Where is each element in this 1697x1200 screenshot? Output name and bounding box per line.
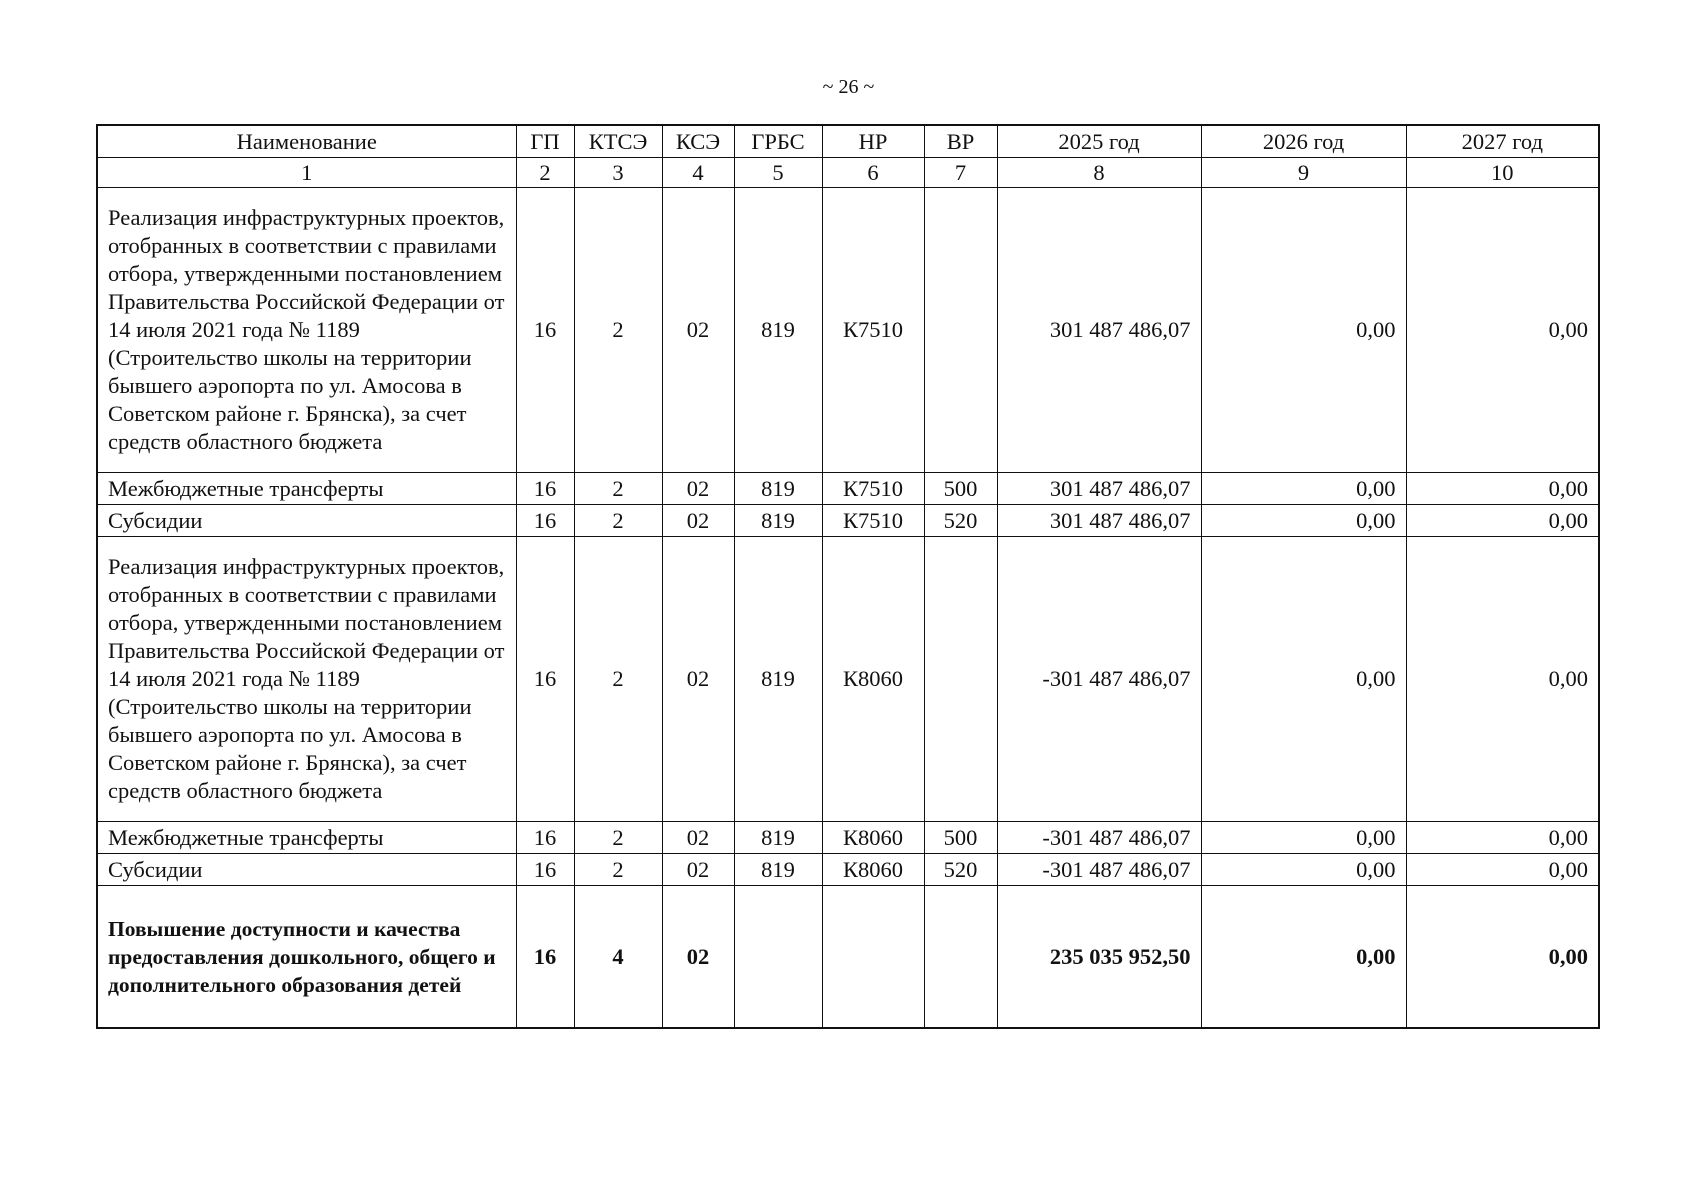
vr-cell [924,537,997,822]
header-cell: ГП [516,125,574,158]
amount-2026-cell: 0,00 [1201,854,1406,886]
table-row-total [97,886,1599,1029]
nr-cell: К8060 [822,537,924,822]
amount-2025-cell: 301 487 486,07 [997,473,1201,505]
amount-2027-cell: 0,00 [1406,505,1599,537]
name-cell: Реализация инфраструктурных проектов, отобранных в соответствии с правилами отбора, утвержденными постановлением Правительства Российской Федерации от 14 июля 2021 года № 1189 (Строительство школы на территории бывшего аэропорта по ул. Амосова в Советском районе г. Брянска), за счет средств областного бюджета [97,537,516,822]
kse-cell: 02 [662,886,734,1029]
column-number-cell: 9 [1201,158,1406,188]
amount-2027-cell: 0,00 [1406,886,1599,1029]
nr-cell: К7510 [822,188,924,473]
header-cell: 2026 год [1201,125,1406,158]
column-number-cell: 5 [734,158,822,188]
column-number-cell: 8 [997,158,1201,188]
name-cell: Повышение доступности и качества предоставления дошкольного, общего и дополнительного образования детей [97,886,516,1029]
name-cell: Реализация инфраструктурных проектов, отобранных в соответствии с правилами отбора, утвержденными постановлением Правительства Российской Федерации от 14 июля 2021 года № 1189 (Строительство школы на территории бывшего аэропорта по ул. Амосова в Советском районе г. Брянска), за счет средств областного бюджета [97,188,516,473]
column-number-cell: 6 [822,158,924,188]
ktse-cell: 4 [574,886,662,1029]
grbs-cell: 819 [734,854,822,886]
gp-cell: 16 [516,188,574,473]
header-cell: КТСЭ [574,125,662,158]
gp-cell: 16 [516,822,574,854]
amount-2025-cell: 235 035 952,50 [997,886,1201,1029]
vr-cell: 520 [924,505,997,537]
kse-cell: 02 [662,822,734,854]
column-number-cell: 1 [97,158,516,188]
nr-cell: К7510 [822,505,924,537]
gp-cell: 16 [516,473,574,505]
name-cell: Межбюджетные трансферты [97,473,516,505]
name-cell: Межбюджетные трансферты [97,822,516,854]
grbs-cell: 819 [734,822,822,854]
column-number-cell: 7 [924,158,997,188]
nr-cell: К8060 [822,822,924,854]
column-number-cell: 4 [662,158,734,188]
ktse-cell: 2 [574,505,662,537]
ktse-cell: 2 [574,473,662,505]
amount-2025-cell: -301 487 486,07 [997,822,1201,854]
amount-2026-cell: 0,00 [1201,188,1406,473]
amount-2027-cell: 0,00 [1406,854,1599,886]
name-cell: Субсидии [97,505,516,537]
table-row [97,822,1599,854]
header-cell: ГРБС [734,125,822,158]
vr-cell: 500 [924,473,997,505]
table-row [97,537,1599,822]
grbs-cell: 819 [734,188,822,473]
kse-cell: 02 [662,473,734,505]
column-number-row [97,158,1599,188]
kse-cell: 02 [662,505,734,537]
vr-cell [924,886,997,1029]
header-cell: КСЭ [662,125,734,158]
vr-cell: 500 [924,822,997,854]
table-row [97,188,1599,473]
column-number-cell: 3 [574,158,662,188]
gp-cell: 16 [516,505,574,537]
amount-2025-cell: 301 487 486,07 [997,188,1201,473]
amount-2025-cell: 301 487 486,07 [997,505,1201,537]
table-row [97,854,1599,886]
amount-2026-cell: 0,00 [1201,473,1406,505]
name-cell: Субсидии [97,854,516,886]
amount-2027-cell: 0,00 [1406,822,1599,854]
column-number-cell: 2 [516,158,574,188]
nr-cell [822,886,924,1029]
amount-2027-cell: 0,00 [1406,473,1599,505]
amount-2026-cell: 0,00 [1201,822,1406,854]
vr-cell: 520 [924,854,997,886]
grbs-cell: 819 [734,537,822,822]
kse-cell: 02 [662,854,734,886]
header-cell: 2027 год [1406,125,1599,158]
table-header-row [97,125,1599,158]
header-cell: НР [822,125,924,158]
amount-2025-cell: -301 487 486,07 [997,537,1201,822]
kse-cell: 02 [662,188,734,473]
grbs-cell: 819 [734,505,822,537]
page-number: ~ 26 ~ [822,76,875,98]
kse-cell: 02 [662,537,734,822]
table-row [97,473,1599,505]
amount-2026-cell: 0,00 [1201,886,1406,1029]
nr-cell: К7510 [822,473,924,505]
amount-2026-cell: 0,00 [1201,537,1406,822]
gp-cell: 16 [516,886,574,1029]
header-cell: Наименование [97,125,516,158]
gp-cell: 16 [516,854,574,886]
amount-2027-cell: 0,00 [1406,188,1599,473]
column-number-cell: 10 [1406,158,1599,188]
gp-cell: 16 [516,537,574,822]
grbs-cell [734,886,822,1029]
grbs-cell: 819 [734,473,822,505]
ktse-cell: 2 [574,537,662,822]
budget-table [96,124,1600,1029]
ktse-cell: 2 [574,822,662,854]
amount-2025-cell: -301 487 486,07 [997,854,1201,886]
amount-2026-cell: 0,00 [1201,505,1406,537]
ktse-cell: 2 [574,188,662,473]
nr-cell: К8060 [822,854,924,886]
amount-2027-cell: 0,00 [1406,537,1599,822]
table-row [97,505,1599,537]
header-cell: 2025 год [997,125,1201,158]
ktse-cell: 2 [574,854,662,886]
vr-cell [924,188,997,473]
header-cell: ВР [924,125,997,158]
